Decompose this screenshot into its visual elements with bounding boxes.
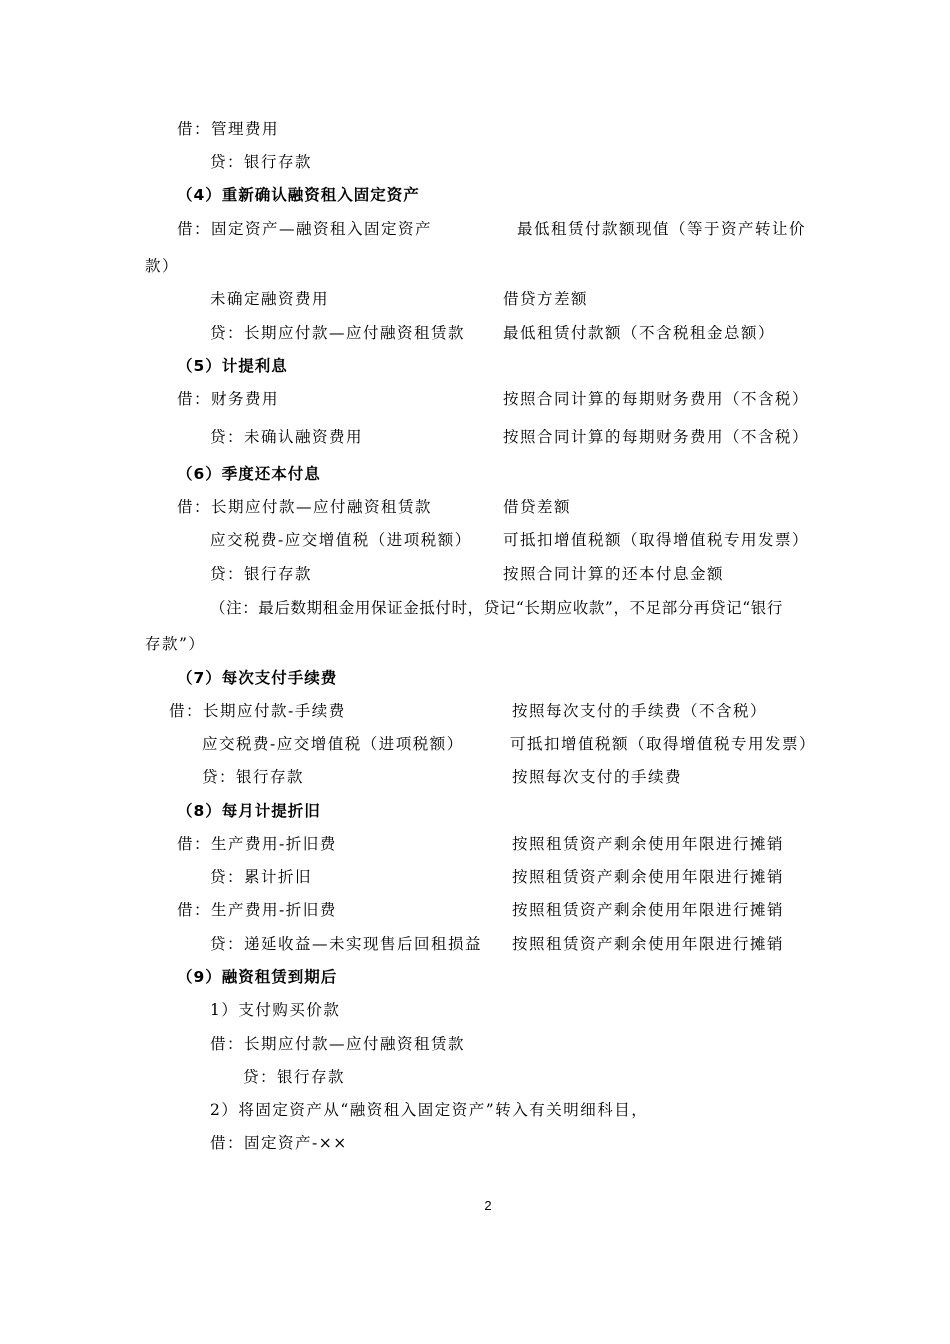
text-line: 可抵扣增值税额（取得增值税专用发票） [503,531,810,549]
text-line: 按照租赁资产剩余使用年限进行摊销 [512,901,785,919]
section-heading: （6）季度还本付息 [177,465,321,483]
text-line: 借：固定资产-×× [210,1134,348,1152]
text-line: 借：生产费用-折旧费 [177,901,337,919]
section-heading: （5）计提利息 [177,357,288,375]
text-line: 按照每次支付的手续费 [512,768,683,786]
text-line: 可抵扣增值税额（取得增值税专用发票） [510,735,817,753]
text-line: 应交税费-应交增值税（进项税额） [210,531,472,549]
section-heading: （9）融资租赁到期后 [177,968,338,986]
text-line: 按照租赁资产剩余使用年限进行摊销 [512,935,785,953]
text-line: 未确定融资费用 [210,290,330,308]
text-line: 应交税费-应交增值税（进项税额） [202,735,464,753]
note-line: 存款”） [145,635,206,653]
text-line: 借：固定资产—融资租入固定资产 [177,220,433,238]
text-line: 贷：累计折旧 [210,868,313,886]
text-line: 贷：银行存款 [202,768,305,786]
text-line: 贷：银行存款 [243,1068,346,1086]
text-line: 贷：长期应付款—应付融资租赁款 [210,324,466,342]
text-line: 贷：银行存款 [210,153,313,171]
text-line: 借：财务费用 [177,390,280,408]
text-line: 款） [145,257,180,275]
text-line: 贷：银行存款 [210,565,313,583]
section-heading: （4）重新确认融资租入固定资产 [177,186,420,204]
text-line: 最低租赁付款额（不含税租金总额） [503,324,776,342]
text-line: 按照每次支付的手续费（不含税） [512,702,768,720]
note-line: （注：最后数期租金用保证金抵付时，贷记“长期应收款”，不足部分再贷记“银行 [210,599,783,617]
text-line: 按照合同计算的每期财务费用（不含税） [503,428,810,446]
text-line: 借：长期应付款-手续费 [169,702,346,720]
text-line: 按照合同计算的还本付息金额 [503,565,725,583]
page-number: 2 [484,1198,492,1213]
text-line: 2）将固定资产从“融资租入固定资产”转入有关明细科目， [210,1101,649,1119]
text-line: 按照租赁资产剩余使用年限进行摊销 [512,835,785,853]
text-line: 借贷差额 [503,498,572,516]
text-line: 最低租赁付款额现值（等于资产转让价 [517,220,807,238]
text-line: 借：长期应付款—应付融资租赁款 [210,1035,466,1053]
text-line: 贷：递延收益—未实现售后回租损益 [210,935,483,953]
text-line: 按照合同计算的每期财务费用（不含税） [503,390,810,408]
section-heading: （8）每月计提折旧 [177,802,321,820]
section-heading: （7）每次支付手续费 [177,669,338,687]
text-line: 借：长期应付款—应付融资租赁款 [177,498,433,516]
text-line: 按照租赁资产剩余使用年限进行摊销 [512,868,785,886]
text-line: 贷：未确认融资费用 [210,428,364,446]
text-line: 借：管理费用 [177,120,280,138]
text-line: 借贷方差额 [503,290,589,308]
text-line: 1）支付购买价款 [210,1001,341,1019]
text-line: 借：生产费用-折旧费 [177,835,337,853]
